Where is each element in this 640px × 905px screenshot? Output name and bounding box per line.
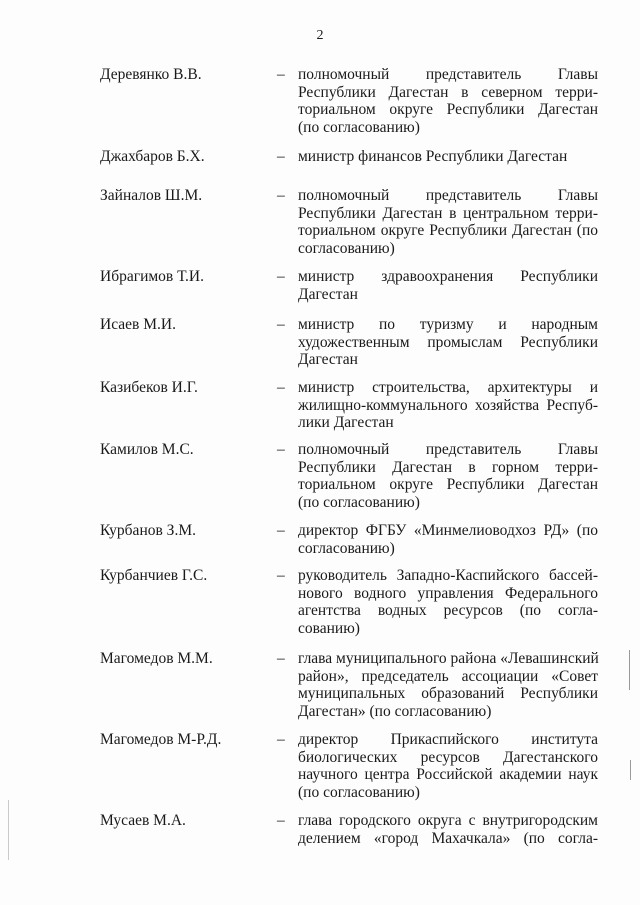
- role-line: нового водного управления Федерального: [298, 584, 598, 602]
- role-line: (по согласованию): [298, 118, 420, 136]
- role-line: сованию): [298, 619, 360, 637]
- member-role: [298, 148, 598, 166]
- member-role: [298, 650, 598, 720]
- role-line: научного центра Российской академии наук: [298, 766, 598, 784]
- scan-mark: [630, 760, 631, 780]
- role-line: делением «город Махачкала» (по согла-: [298, 829, 598, 847]
- entry-dash: –: [277, 148, 285, 165]
- entry-dash: –: [277, 187, 285, 204]
- member-name: Камилов М.С.: [100, 441, 194, 458]
- role-line: ториальном округе Республики Дагестан (по: [298, 222, 598, 240]
- role-line: министр по туризму и народным: [298, 316, 598, 333]
- entry-dash: –: [277, 379, 285, 396]
- member-name: Магомедов М.М.: [100, 650, 213, 667]
- role-line: Дагестан: [298, 285, 358, 303]
- role-line: полномочный представитель Главы: [298, 66, 598, 83]
- entry-dash: –: [277, 66, 285, 83]
- role-line: министр строительства, архитектуры и: [298, 379, 598, 396]
- entry-dash: –: [277, 316, 285, 333]
- role-line: Дагестан: [298, 351, 358, 369]
- entry-dash: –: [277, 650, 285, 667]
- entry-dash: –: [277, 441, 285, 458]
- role-line: Республики Дагестан в центральном терри-: [298, 204, 598, 222]
- member-role: [298, 379, 598, 432]
- role-line: глава муниципального района «Левашинский: [298, 650, 599, 667]
- member-name: Курбанчиев Г.С.: [100, 567, 208, 584]
- scan-mark: [629, 650, 630, 690]
- scan-mark: [8, 800, 9, 860]
- entry-dash: –: [277, 268, 285, 285]
- role-line: согласованию): [298, 539, 395, 557]
- role-line: (по согласованию): [298, 783, 420, 801]
- role-line: муниципальных образований Республики: [298, 685, 598, 703]
- member-role: [298, 812, 598, 847]
- member-name: Магомедов М-Р.Д.: [100, 731, 222, 748]
- member-name: Мусаев М.А.: [100, 812, 186, 829]
- role-line: ториальном округе Республики Дагестан: [298, 101, 598, 119]
- member-role: [298, 268, 598, 303]
- member-name: Курбанов З.М.: [100, 522, 196, 539]
- role-line: агентства водных ресурсов (по согла-: [298, 602, 598, 620]
- member-role: [298, 731, 598, 801]
- member-name: Ибрагимов Т.И.: [100, 268, 204, 285]
- entry-dash: –: [277, 522, 285, 539]
- member-role: [298, 441, 598, 511]
- role-line: художественным промыслам Республики: [298, 333, 598, 351]
- role-line: директор Прикаспийского института: [298, 731, 598, 748]
- role-line: Республики Дагестан в северном терри-: [298, 83, 598, 101]
- role-line: полномочный представитель Главы: [298, 441, 598, 458]
- member-name: Зайналов Ш.М.: [100, 187, 203, 204]
- member-role: [298, 522, 598, 557]
- role-line: согласованию): [298, 239, 395, 257]
- role-line: директор ФГБУ «Минмелиоводхоз РД» (по: [298, 522, 598, 539]
- role-line: руководитель Западно-Каспийского бассей-: [298, 567, 598, 584]
- member-name: Джахбаров Б.Х.: [100, 148, 205, 165]
- member-name: Исаев М.И.: [100, 316, 176, 333]
- member-name: Деревянко В.В.: [100, 66, 202, 83]
- role-line: глава городского округа с внутригородским: [298, 812, 598, 829]
- member-role: [298, 316, 598, 369]
- role-line: лики Дагестан: [298, 414, 394, 432]
- role-line: полномочный представитель Главы: [298, 187, 598, 204]
- entry-dash: –: [277, 731, 285, 748]
- member-role: [298, 567, 598, 637]
- role-line: Дагестан» (по согласованию): [298, 702, 492, 720]
- member-role: [298, 187, 598, 257]
- role-line: министр здравоохранения Республики: [298, 268, 598, 285]
- role-line: жилищно-коммунального хозяйства Респуб-: [298, 396, 598, 414]
- entry-dash: –: [277, 567, 285, 584]
- page-number: 2: [316, 28, 324, 43]
- role-line: министр финансов Республики Дагестан: [298, 148, 568, 165]
- role-line: биологических ресурсов Дагестанского: [298, 748, 598, 766]
- member-name: Казибеков И.Г.: [100, 379, 198, 396]
- entry-dash: –: [277, 812, 285, 829]
- member-role: [298, 66, 598, 136]
- role-line: Республики Дагестан в горном терри-: [298, 458, 598, 476]
- role-line: ториальном округе Республики Дагестан: [298, 476, 598, 494]
- role-line: район», председатель ассоциации «Совет: [298, 667, 598, 685]
- role-line: (по согласованию): [298, 493, 420, 511]
